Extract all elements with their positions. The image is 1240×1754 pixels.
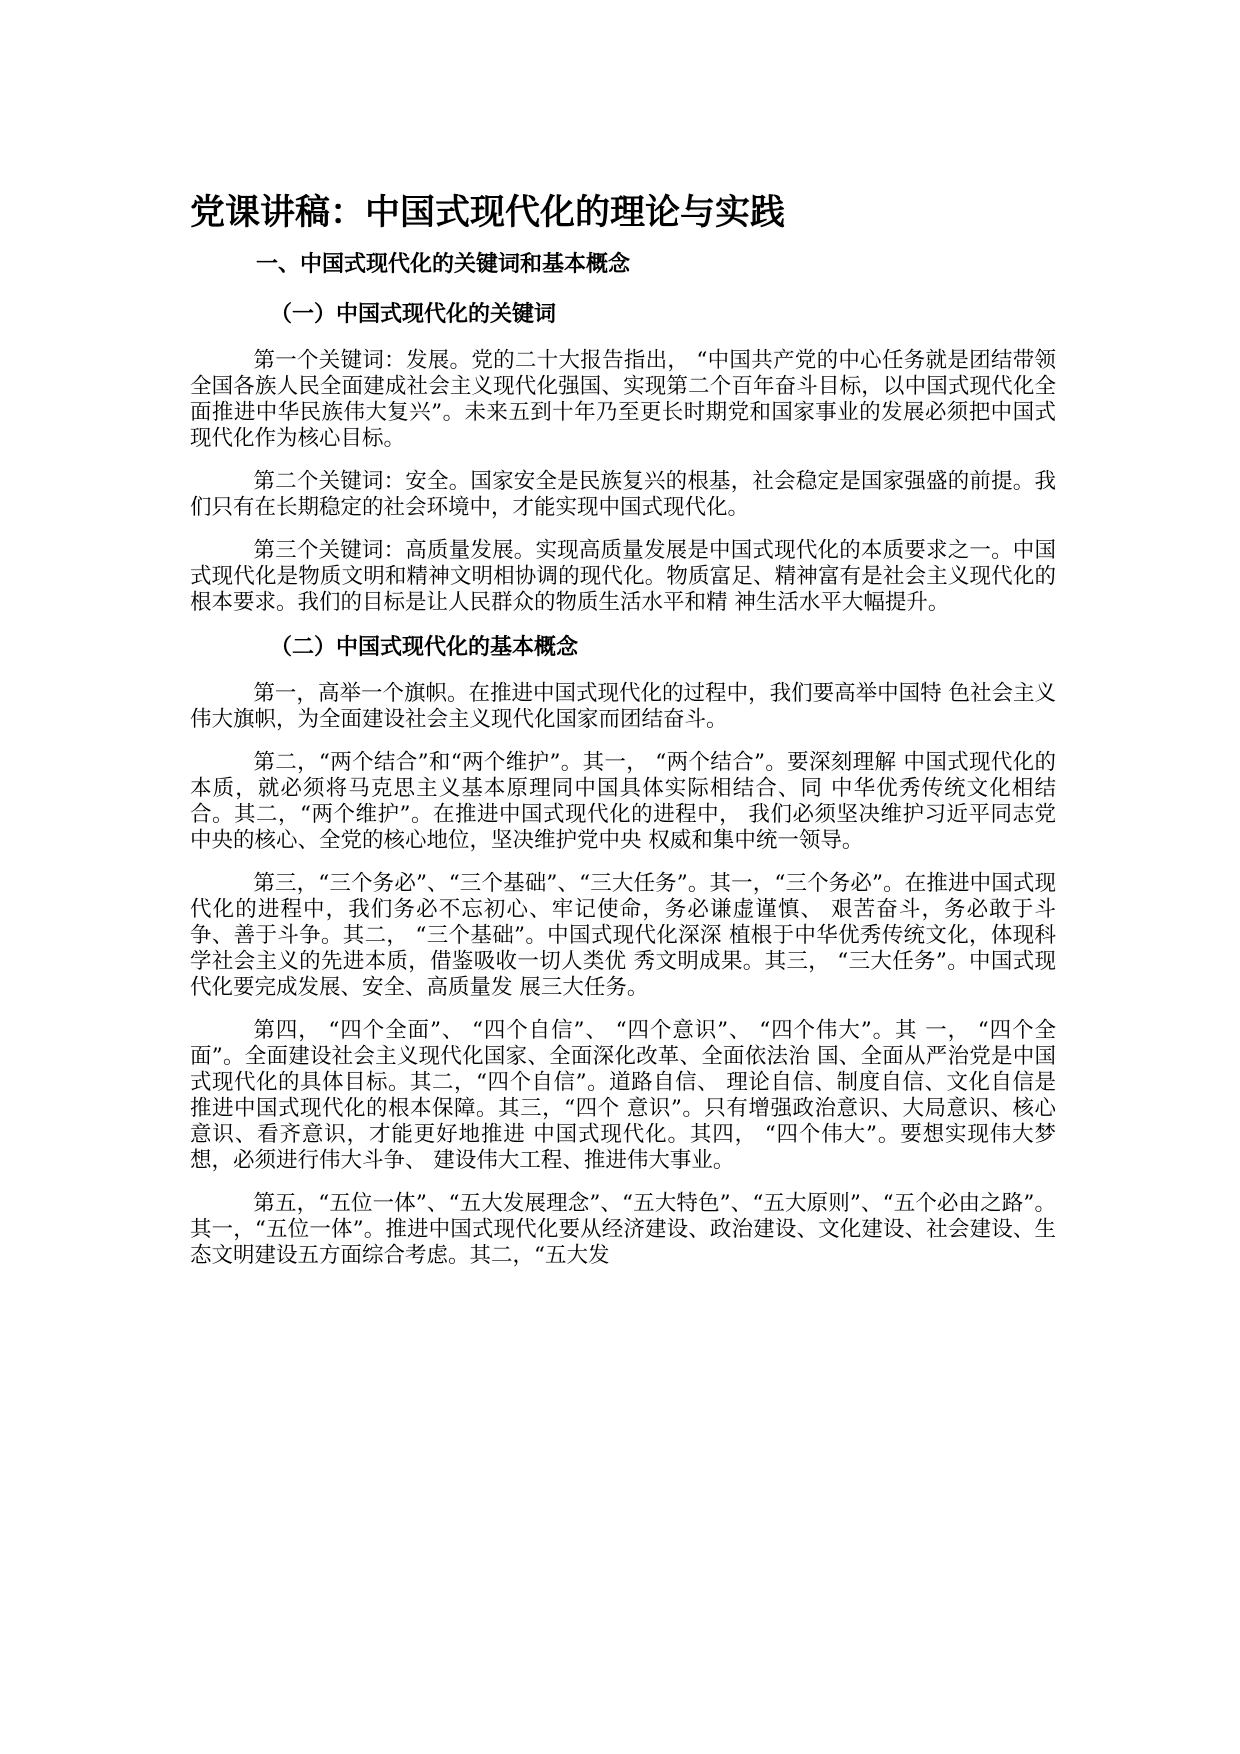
paragraph-concept-five: 第五，“五位一体”、“五大发展理念”、“五大特色”、“五大原则”、“五个必由之路”。其一，“五位一体”。推进中国式现代化要从经济建设、政治建设、文化建设、社会建设、生态文明建设五方面综合考虑。其二，“五大发 [190,1191,1056,1268]
paragraph-concept-one: 第一，高举一个旗帜。在推进中国式现代化的过程中，我们要高举中国特 色社会主义伟大旗帜，为全面建设社会主义现代化国家而团结奋斗。 [190,681,1056,732]
paragraph-keyword-quality: 第三个关键词：高质量发展。实现高质量发展是中国式现代化的本质要求之一。中国式现代化是物质文明和精神文明相协调的现代化。物质富足、精神富有是社会主义现代化的根本要求。我们的目标是让人民群众的物质生活水平和精 神生活水平大幅提升。 [190,538,1056,615]
paragraph-concept-two: 第二，“两个结合”和“两个维护”。其一， “两个结合”。要深刻理解 中国式现代化的本质，就必须将马克思主义基本原理同中国具体实际相结合、同 中华优秀传统文化相结合。其二，“两个维护”。在推进中国式现代化的进程中， 我们必须坚决维护习近平同志党中央的核心、全党的核心地位，坚决维护党中央 权威和集中统一领导。 [190,750,1056,853]
section-heading: 一、中国式现代化的关键词和基本概念 [256,252,631,277]
paragraph-concept-four: 第四， “四个全面”、 “四个自信”、 “四个意识”、 “四个伟大”。其 一， “四个全面”。全面建设社会主义现代化国家、全面深化改革、全面依法治 国、全面从严治党是中国式现代化的具体目标。其二，“四个自信”。道路自信、 理论自信、制度自信、文化自信是推进中国式现代化的根本保障。其三，“四个 意识”。只有增强政治意识、大局意识、核心意识、看齐意识，才能更好地推进 中国式现代化。其四， “四个伟大”。要想实现伟大梦想，必须进行伟大斗争、 建设伟大工程、推进伟大事业。 [190,1018,1056,1173]
subsection-heading: （二）中国式现代化的基本概念 [270,635,579,660]
document-page [190,190,1056,1286]
subsection-heading: （一）中国式现代化的关键词 [270,302,557,327]
paragraph-concept-three: 第三，“三个务必”、“三个基础”、“三大任务”。其一，“三个务必”。在推进中国式现代化的进程中，我们务必不忘初心、牢记使命，务必谦虚谨慎、 艰苦奋斗，务必敢于斗争、善于斗争。其二， “三个基础”。中国式现代化深深 植根于中华优秀传统文化，体现科学社会主义的先进本质，借鉴吸收一切人类优 秀文明成果。其三， “三大任务”。中国式现代化要完成发展、安全、高质量发 展三大任务。 [190,871,1056,1000]
paragraph-keyword-development: 第一个关键词：发展。党的二十大报告指出， “中国共产党的中心任务就是团结带领全国各族人民全面建成社会主义现代化强国、实现第二个百年奋斗目标，以中国式现代化全面推进中华民族伟大复兴”。未来五到十年乃至更长时期党和国家事业的发展必须把中国式现代化作为核心目标。 [190,348,1056,451]
document-title: 党课讲稿：中国式现代化的理论与实践 [190,193,786,233]
paragraph-keyword-security: 第二个关键词：安全。国家安全是民族复兴的根基，社会稳定是国家强盛的前提。我们只有在长期稳定的社会环境中，才能实现中国式现代化。 [190,469,1056,520]
